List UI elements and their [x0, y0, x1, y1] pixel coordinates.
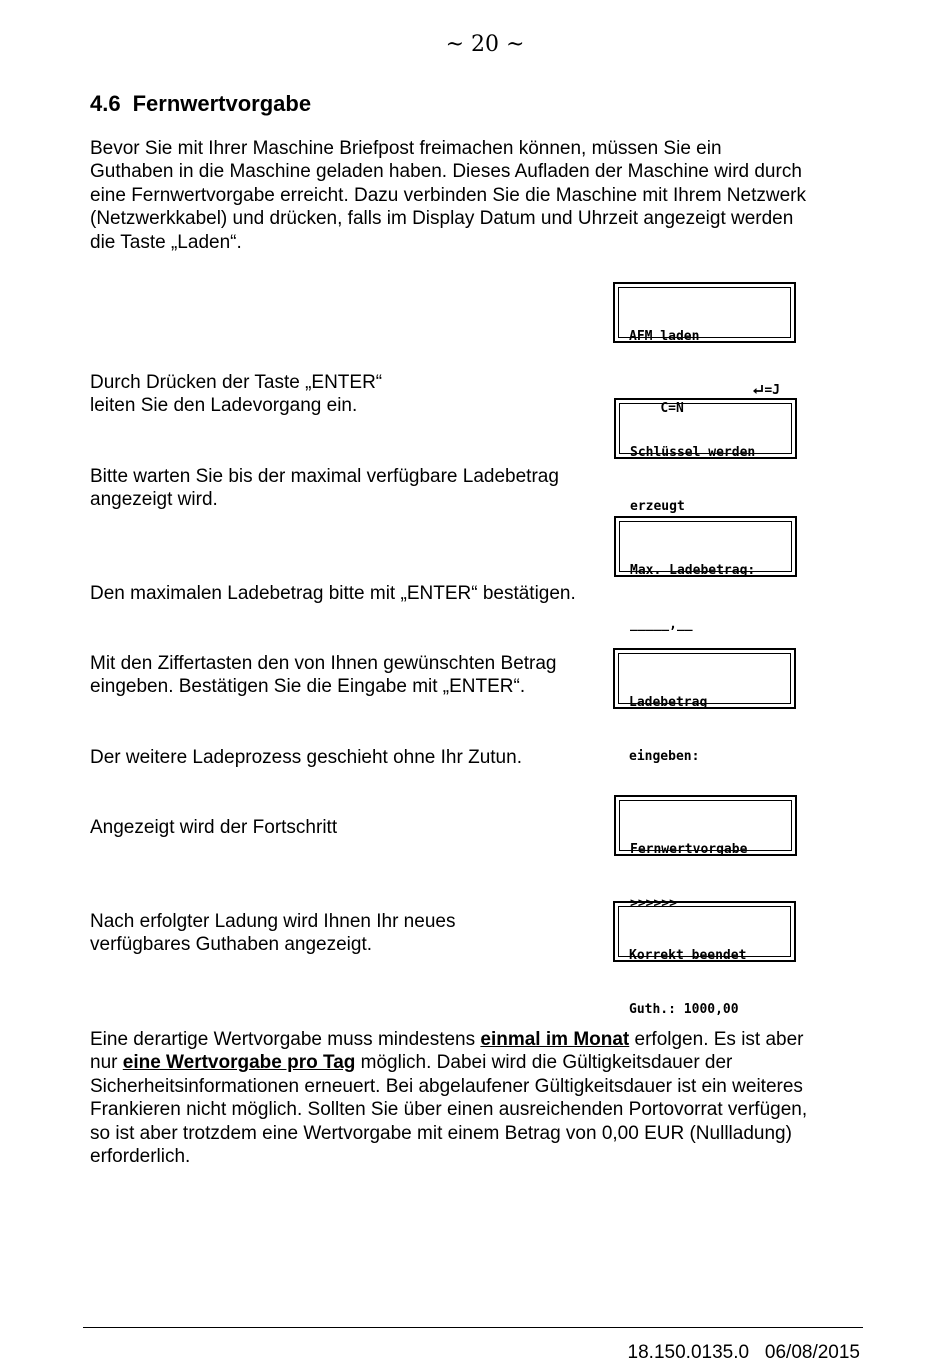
closing-line: nur eine Wertvorgabe pro Tag möglich. Dabei wird die Gültigkeitsdauer der — [90, 1052, 733, 1074]
closing-line: Frankieren nicht möglich. Sollten Sie über einen ausreichenden Portovorrat verfügen, — [90, 1099, 808, 1121]
lcd-cancel-hint: C=N — [660, 401, 684, 416]
lcd-display-fernwertvorgabe — [614, 795, 797, 911]
lcd-line: _____,__ — [630, 617, 693, 632]
enter-key-icon — [752, 384, 764, 396]
step-text-enter: Durch Drücken der Taste „ENTER“ leiten Sie den Ladevorgang ein. — [90, 372, 383, 417]
lcd-display-afm-laden — [613, 282, 796, 416]
intro-line: die Taste „Laden“. — [90, 231, 242, 253]
intro-line: eine Fernwertvorgabe erreicht. Dazu verbinden Sie die Maschine mit Ihrem Netzwerk — [90, 184, 806, 206]
lcd-line: Guth.: 1000,00 — [629, 1002, 739, 1017]
intro-line: (Netzwerkkabel) und drücken, falls im Display Datum und Uhrzeit angezeigt werden — [90, 208, 794, 230]
lcd-enter-hint: =J — [752, 382, 780, 400]
document-date: 06/08/2015 — [764, 1342, 860, 1363]
lcd-line: Korrekt beendet — [629, 948, 747, 963]
lcd-line: erzeugt — [630, 499, 685, 514]
emphasis-monthly: einmal im Monat — [480, 1029, 630, 1050]
footer — [628, 1342, 860, 1364]
step-text-wait: Bitte warten Sie bis der maximal verfügbare Ladebetrag angezeigt wird. — [90, 466, 559, 511]
emphasis-daily: eine Wertvorgabe pro Tag — [122, 1052, 356, 1074]
step-text-result: Nach erfolgter Ladung wird Ihnen Ihr neues verfügbares Guthaben angezeigt. — [90, 911, 456, 956]
lcd-line: eingeben: — [629, 749, 700, 764]
closing-line: so ist aber trotzdem eine Wertvorgabe mit einem Betrag von 0,00 EUR (Nullladung) — [90, 1122, 792, 1144]
lcd-line: >>>>>> — [630, 896, 677, 911]
closing-paragraph — [90, 1028, 870, 1168]
lcd-line: AFM laden — [629, 329, 700, 344]
closing-line: Eine derartige Wertvorgabe muss mindestens einmal im Monat erfolgen. Es ist aber — [90, 1029, 804, 1050]
lcd-line: Ladebetrag — [629, 695, 708, 710]
lcd-line: Max. Ladebetrag: — [630, 563, 756, 578]
closing-line: erforderlich. — [90, 1146, 191, 1168]
footer-divider — [83, 1327, 863, 1328]
lcd-display-korrekt-beendet — [613, 901, 796, 1017]
step-text-enter-amount: Mit den Ziffertasten den von Ihnen gewünschten Betrag eingeben. Bestätigen Sie die Eingabe mit „ENTER“. — [90, 653, 557, 698]
intro-line: Guthaben in die Maschine geladen haben. Dieses Aufladen der Maschine wird durch — [90, 161, 802, 183]
step-text-progress: Angezeigt wird der Fortschritt — [90, 817, 338, 838]
lcd-display-schluessel — [614, 398, 797, 514]
lcd-line: Fernwertvorgabe — [630, 842, 748, 857]
lcd-line: Schlüssel werden — [630, 445, 756, 460]
lcd-display-max-ladebetrag — [614, 516, 797, 632]
closing-line: Sicherheitsinformationen erneuert. Bei abgelaufener Gültigkeitsdauer ist ein weiteres — [90, 1075, 803, 1097]
page-number: ~ 20 ~ — [445, 32, 525, 57]
section-heading — [90, 91, 311, 117]
section-number: 4.6 — [90, 91, 121, 116]
step-text-process: Der weitere Ladeprozess geschieht ohne Ihr Zutun. — [90, 747, 522, 768]
lcd-display-ladebetrag-eingeben — [613, 648, 796, 764]
step-text-confirm-max: Den maximalen Ladebetrag bitte mit „ENTER“ bestätigen. — [90, 583, 576, 604]
intro-paragraph — [90, 137, 870, 254]
section-title: Fernwertvorgabe — [132, 91, 312, 116]
intro-line: Bevor Sie mit Ihrer Maschine Briefpost freimachen können, müssen Sie ein — [90, 138, 722, 159]
document-number: 18.150.0135.0 — [627, 1342, 750, 1363]
